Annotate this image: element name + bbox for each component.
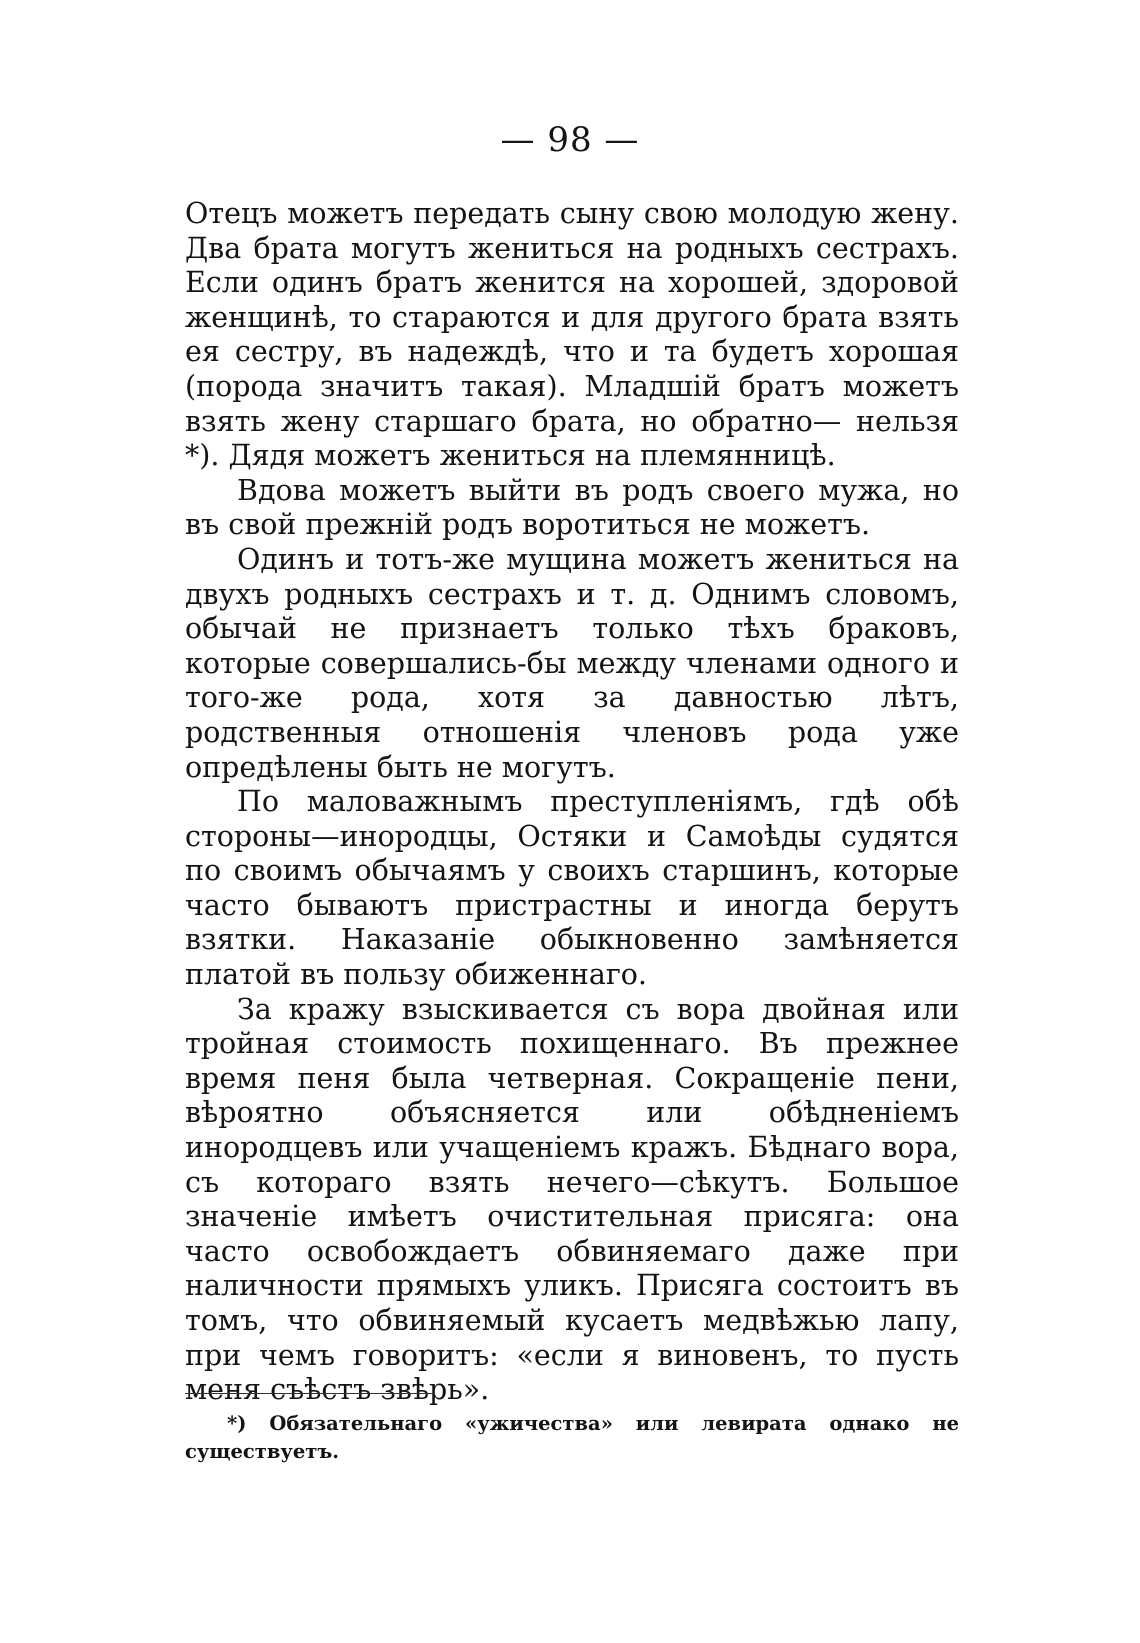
page-number: — 98 — (500, 120, 640, 160)
body-text (185, 197, 959, 1408)
paragraph-3: Одинъ и тотъ-же мущина можетъ жениться на двухъ родныхъ сестрахъ и т. д. Однимъ словомъ, обычай не признаетъ только тѣхъ браковъ, которые совершались-бы между членами одного и того-же рода, хотя за давностью лѣтъ, родственныя отношенія членовъ рода уже опредѣлены быть не могутъ. (185, 542, 959, 784)
paragraph-2: Вдова можетъ выйти въ родъ своего мужа, но въ свой прежній родъ воротиться не можетъ. (185, 473, 959, 542)
paragraph-5: За кражу взыскивается съ вора двойная или тройная стоимость похищеннаго. Въ прежнее время пеня была четверная. Сокращеніе пени, вѣроятно объясняется или обѣдненіемъ инородцевъ или учащеніемъ кражъ. Бѣднаго вора, съ котораго взять нечего—сѣкутъ. Большое значеніе имѣетъ очистительная присяга: она часто освобождаетъ обвиняемаго даже при наличности прямыхъ уликъ. Присяга состоитъ въ томъ, что обвиняемый кусаетъ медвѣжью лапу, при чемъ говоритъ: «если я виновенъ, то пусть меня съѣстъ звѣрь». (185, 992, 959, 1407)
footnote: *) Обязательнаго «ужичества» или левирата однако не существуетъ. (185, 1412, 959, 1463)
paragraph-1: Отецъ можетъ передать сыну свою молодую жену. Два брата могутъ жениться на родныхъ сестрахъ. Если одинъ братъ женится на хорошей, здоровой женщинѣ, то стараются и для другого брата взять ея сестру, въ надеждѣ, что и та будетъ хорошая (порода значитъ такая). Младшій братъ можетъ взять жену старшаго брата, но обратно— нельзя *). Дядя можетъ жениться на племянницѣ. (185, 197, 959, 473)
footnote-separator (185, 1393, 435, 1394)
paragraph-4: По маловажнымъ преступленіямъ, гдѣ обѣ стороны—инородцы, Остяки и Самоѣды судятся по своимъ обычаямъ у своихъ старшинъ, которые часто бываютъ пристрастны и иногда берутъ взятки. Наказаніе обыкновенно замѣняется платой въ пользу обиженнаго. (185, 785, 959, 992)
